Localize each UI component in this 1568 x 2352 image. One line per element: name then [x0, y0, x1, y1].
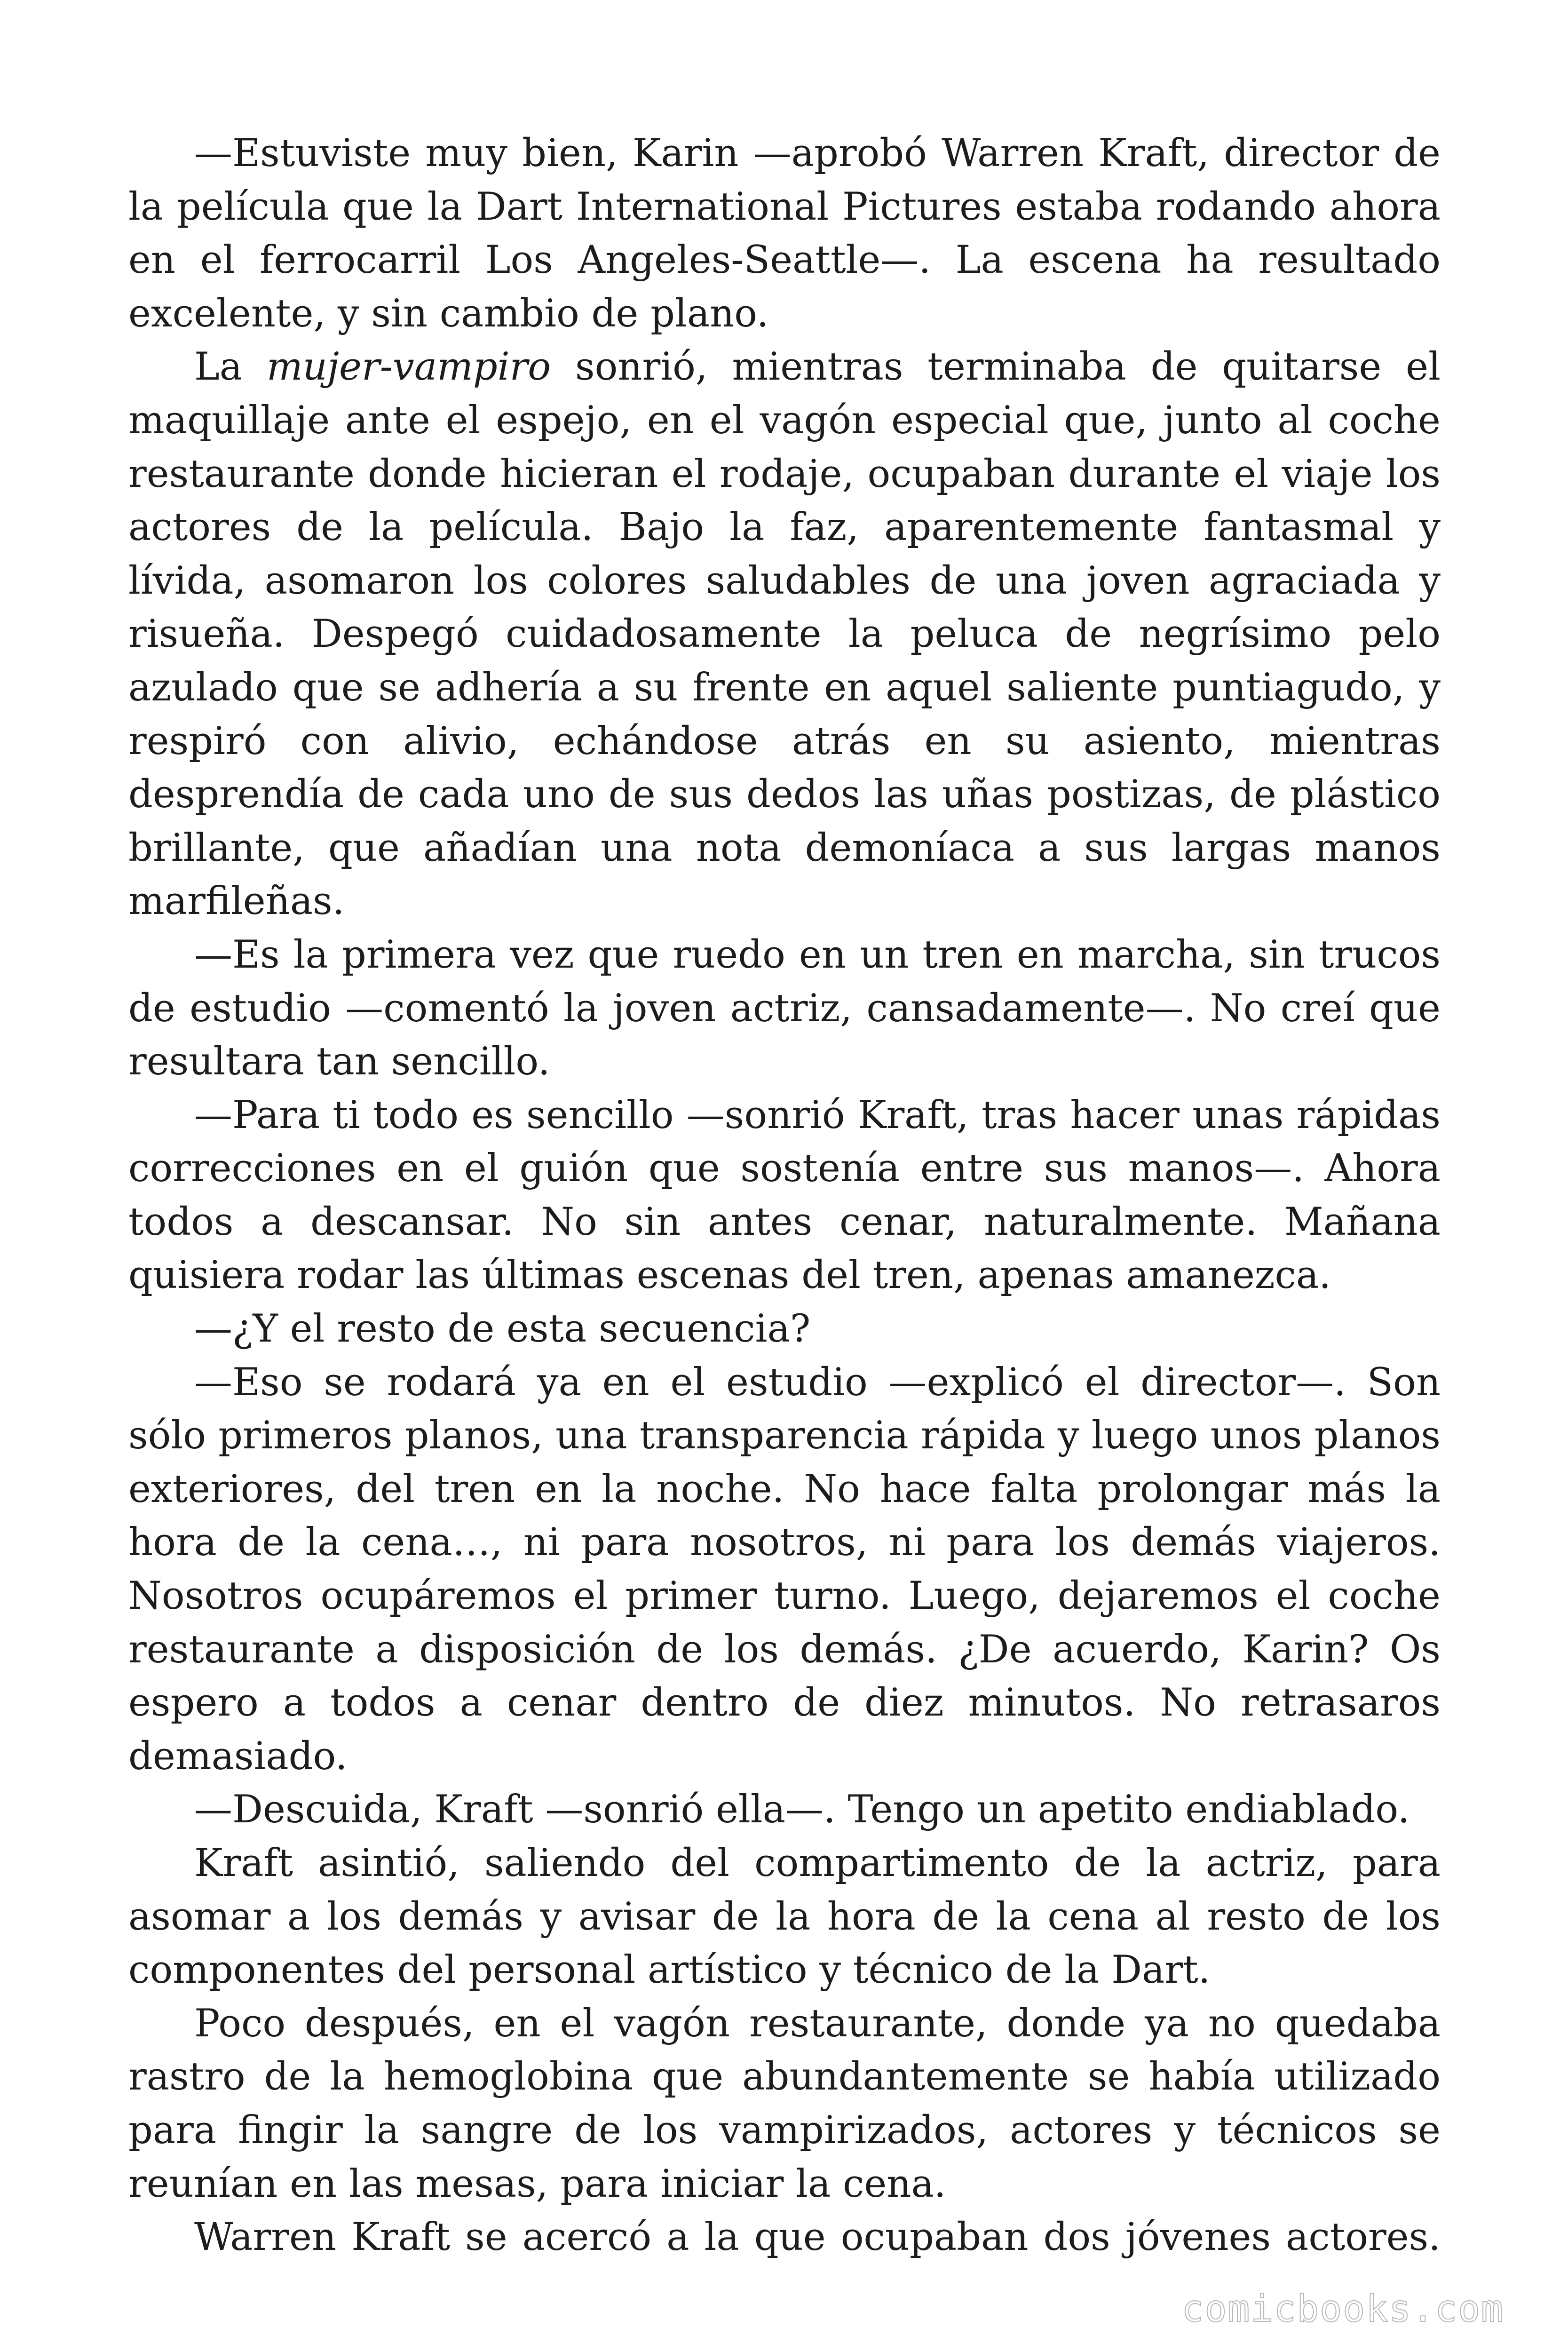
italic-phrase: mujer-vampiro: [266, 345, 551, 389]
paragraph-4: [128, 1089, 1441, 1303]
paragraph-7: [128, 1783, 1441, 1837]
paragraph-1: [128, 127, 1441, 341]
paragraph-text: Poco después, en el vagón restaurante, donde ya no quedaba rastro de la hemoglobina que abundantemente se había utilizado para fingir la sangre de los vampirizados, actores y técnicos se reunían en las mesas, para iniciar la cena.: [128, 2001, 1441, 2206]
paragraph-text: sonrió, mientras terminaba de quitarse el maquillaje ante el espejo, en el vagón especial que, junto al coche restaurante donde hicieran el rodaje, ocupaban durante el viaje los actores de la película. Bajo la faz, aparentemente fantasmal y lívida, asomaron los colores saludables de una joven agraciada y risueña. Despegó cuidadosamente la peluca de negrísimo pelo azulado que se adhería a su frente en aquel saliente puntiagudo, y respiró con alivio, echándose atrás en su asiento, mientras desprendía de cada uno de sus dedos las uñas postizas, de plástico brillante, que añadían una nota demoníaca a sus largas manos marfileñas.: [128, 345, 1441, 924]
paragraph-2: [128, 341, 1441, 929]
paragraph-text: —Eso se rodará ya en el estudio —explicó el director—. Son sólo primeros planos, una transparencia rápida y luego unos planos exteriores, del tren en la noche. No hace falta prolongar más la hora de la cena…, ni para nosotros, ni para los demás viajeros. Nosotros ocupáremos el primer turno. Luego, dejaremos el coche restaurante a disposición de los demás. ¿De acuerdo, Karin? Os espero a todos a cenar dentro de diez minutos. No retrasaros demasiado.: [128, 1360, 1441, 1779]
paragraph-text: —Para ti todo es sencillo —sonrió Kraft, tras hacer unas rápidas correcciones en el guión que sostenía entre sus manos—. Ahora todos a descansar. No sin antes cenar, naturalmente. Mañana quisiera rodar las últimas escenas del tren, apenas amanezca.: [128, 1093, 1441, 1298]
paragraph-text: —Es la primera vez que ruedo en un tren en marcha, sin trucos de estudio —comentó la joven actriz, cansadamente—. No creí que resultara tan sencillo.: [128, 932, 1441, 1084]
paragraph-text: Kraft asintió, saliendo del compartimento de la actriz, para asomar a los demás y avisar de la hora de la cena al resto de los componentes del personal artístico y técnico de la Dart.: [128, 1841, 1441, 1993]
paragraph-10: [128, 2211, 1441, 2265]
document-page: [128, 127, 1441, 2265]
paragraph-text: —¿Y el resto de esta secuencia?: [194, 1307, 811, 1351]
paragraph-text: La: [194, 345, 267, 389]
paragraph-9: [128, 1997, 1441, 2211]
paragraph-text: Warren Kraft se acercó a la que ocupaban dos jóvenes actores.: [194, 2215, 1441, 2260]
paragraph-text: —Descuida, Kraft —sonrió ella—. Tengo un apetito endiablado.: [194, 1788, 1410, 1832]
paragraph-6: [128, 1356, 1441, 1784]
paragraph-5: [128, 1303, 1441, 1356]
paragraph-8: [128, 1837, 1441, 1997]
paragraph-text: —Estuviste muy bien, Karin —aprobó Warren Kraft, director de la película que la Dart International Pictures estaba rodando ahora en el ferrocarril Los Angeles-Seattle—. La escena ha resultado excelente, y sin cambio de plano.: [128, 131, 1441, 336]
watermark: comicbooks.com: [1181, 2288, 1504, 2330]
paragraph-3: [128, 929, 1441, 1089]
